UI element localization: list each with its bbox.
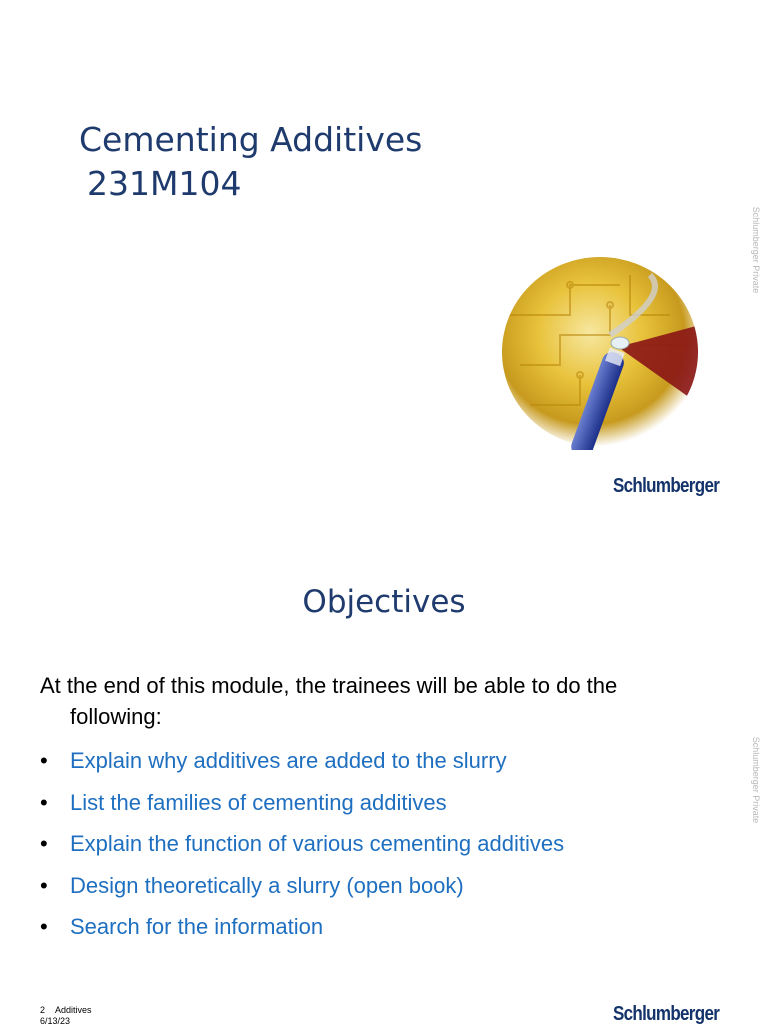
objectives-list — [40, 740, 564, 948]
watermark-text: Schlumberger Private — [751, 206, 761, 294]
bullet-text: Explain why additives are added to the slurry — [70, 748, 507, 773]
footer-label: Additives — [55, 1005, 92, 1015]
page-number: 2 — [40, 1005, 46, 1015]
bullet-icon: • — [40, 914, 48, 939]
intro-paragraph — [40, 670, 730, 732]
test-tube-image — [500, 255, 700, 450]
bullet-icon: • — [40, 831, 48, 856]
bullet-text: Design theoretically a slurry (open book) — [70, 872, 464, 898]
bullet-icon: • — [40, 789, 48, 815]
bullet-text: List the families of cementing additives — [70, 789, 447, 815]
bullet-text: Explain the function of various cementing additives — [70, 831, 565, 856]
slide-2 — [0, 512, 768, 1024]
schlumberger-logo: Schlumberger — [613, 1003, 720, 1024]
objectives-title: Objectives — [302, 584, 466, 620]
intro-line-1: At the end of this module, the trainees will be able to do the — [40, 673, 618, 698]
watermark-text: Schlumberger Private — [751, 736, 761, 824]
list-item — [40, 906, 564, 948]
bullet-text: Search for the information — [70, 914, 324, 939]
bullet-icon: • — [40, 872, 48, 898]
title-line-2: 231M104 — [87, 164, 242, 203]
bullet-icon: • — [40, 748, 48, 773]
schlumberger-logo: Schlumberger — [613, 475, 720, 497]
footer-date: 6/13/23 — [40, 1016, 71, 1024]
list-item — [40, 740, 564, 782]
title-line-1: Cementing Additives — [79, 120, 423, 159]
list-item — [40, 782, 564, 824]
list-item — [40, 865, 564, 907]
intro-line-2: following: — [70, 704, 162, 729]
list-item — [40, 823, 564, 865]
slide-title — [79, 118, 422, 206]
slide-footer — [40, 1005, 92, 1024]
